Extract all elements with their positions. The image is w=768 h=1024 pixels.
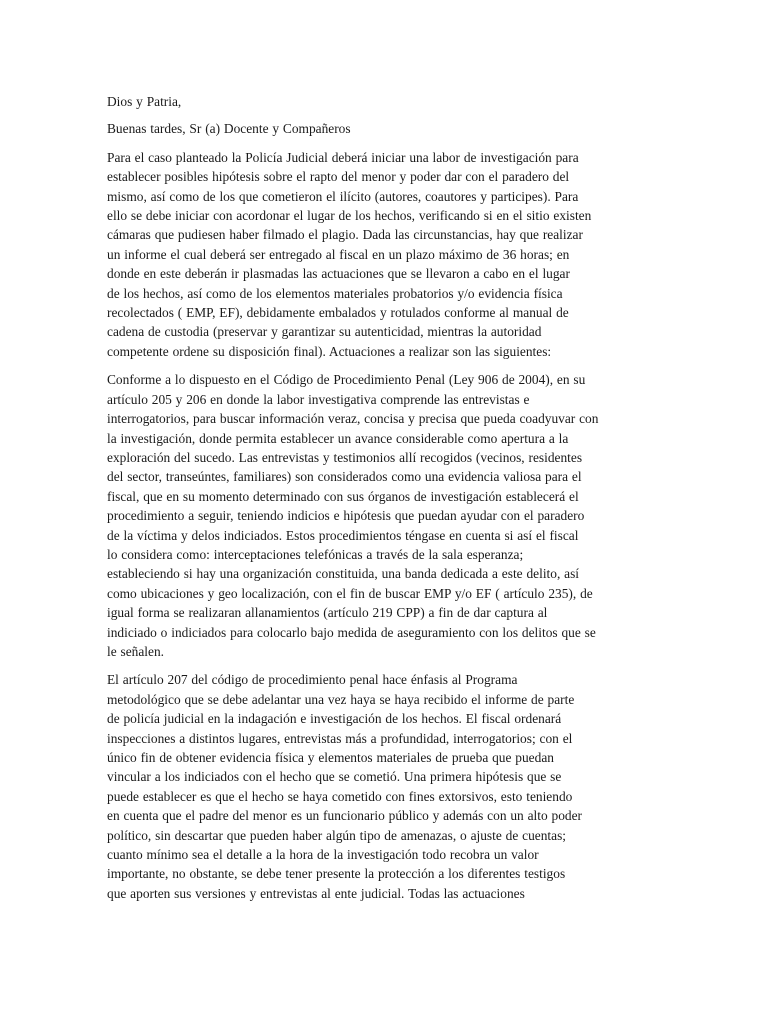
text-line: del sector, transeúntes, familiares) son considerados como una evidencia valiosa para el (107, 469, 582, 485)
text-line: recolectados ( EMP, EF), debidamente embalados y rotulados conforme al manual de (107, 305, 569, 321)
text-line: le señalen. (107, 643, 165, 659)
text-line: El artículo 207 del código de procedimiento penal hace énfasis al Programa (107, 672, 518, 688)
text-line: estableciendo si hay una organización constituida, una banda dedicada a este delito, así (107, 566, 580, 582)
text-line: igual forma se realizaran allanamientos (artículo 219 CPP) a fin de dar captura al (107, 605, 548, 621)
text-line: establecer posibles hipótesis sobre el rapto del menor y poder dar con el paradero del (107, 169, 570, 185)
greeting (107, 92, 668, 111)
greeting-line: Dios y Patria, (107, 94, 182, 109)
text-line: un informe el cual deberá ser entregado al fiscal en un plazo máximo de 36 horas; en (107, 246, 570, 262)
text-line: vincular a los indiciados con el hecho que se cometió. Una primera hipótesis que se (107, 769, 562, 785)
text-line: cadena de custodia (preservar y garantizar su autenticidad, mientras la autoridad (107, 324, 542, 340)
text-line: político, sin descartar que pueden haber algún tipo de amenazas, o ajuste de cuentas; (107, 827, 567, 843)
text-line: lo considera como: interceptaciones telefónicas a través de la sala esperanza; (107, 546, 524, 562)
text-line: que aporten sus versiones y entrevistas al ente judicial. Todas las actuaciones (107, 885, 525, 901)
paragraph-1 (107, 148, 668, 361)
text-line: cámaras que pudiesen haber filmado el plagio. Dada las circunstancias, hay que realizar (107, 227, 583, 243)
text-line: indiciado o indiciados para colocarlo bajo medida de aseguramiento con los delitos que se (107, 624, 596, 640)
text-line: Para el caso planteado la Policía Judicial deberá iniciar una labor de investigación para (107, 149, 579, 165)
text-line: de la víctima y delos indiciados. Estos procedimientos téngase en cuenta si así el fiscal (107, 527, 579, 543)
text-line: procedimiento a seguir, teniendo indicios e hipótesis que puedan ayudar con el paradero (107, 508, 585, 524)
text-line: de policía judicial en la indagación e investigación de los hechos. El fiscal ordenará (107, 711, 562, 727)
text-line: importante, no obstante, se debe tener presente la protección a los diferentes testigos (107, 866, 566, 882)
text-line: Conforme a lo dispuesto en el Código de Procedimiento Penal (Ley 906 de 2004), en su (107, 372, 586, 388)
text-line: la investigación, donde permita establecer un avance considerable como apertura a la (107, 430, 569, 446)
salutation-line: Buenas tardes, Sr (a) Docente y Compañeros (107, 121, 351, 137)
text-line: artículo 205 y 206 en donde la labor investigativa comprende las entrevistas e (107, 391, 530, 407)
text-line: interrogatorios, para buscar información veraz, concisa y precisa que pueda coadyuvar con (107, 411, 599, 427)
text-line: ello se debe iniciar con acordonar el lugar de los hechos, verificando si en el sitio existen (107, 208, 592, 224)
text-line: inspecciones a distintos lugares, entrevistas más a profundidad, interrogatorios; con el (107, 730, 573, 746)
salutation (107, 119, 668, 138)
text-line: puede establecer es que el hecho se haya cometido con fines extorsivos, esto teniendo (107, 788, 573, 804)
text-line: como ubicaciones y geo localización, con el fin de buscar EMP y/o EF ( artículo 235), de (107, 585, 593, 601)
text-line: donde en este deberán ir plasmadas las actuaciones que se llevaron a cabo en el lugar (107, 266, 570, 282)
text-line: competente ordene su disposición final). Actuaciones a realizar son las siguientes: (107, 343, 552, 359)
paragraph-3 (107, 670, 668, 903)
text-line: único fin de obtener evidencia física y elementos materiales de prueba que puedan (107, 750, 554, 765)
text-line: exploración del sucedo. Las entrevistas y testimonios allí recogidos (vecinos, residentes (107, 449, 583, 465)
text-line: metodológico que se debe adelantar una vez haya se haya recibido el informe de parte (107, 691, 575, 707)
text-line: cuanto mínimo sea el detalle a la hora de la investigación todo recobra un valor (107, 847, 539, 863)
paragraph-2 (107, 370, 668, 661)
text-line: fiscal, que en su momento determinado con sus órganos de investigación establecerá el (107, 488, 579, 504)
text-line: en cuenta que el padre del menor es un funcionario público y además con un alto poder (107, 808, 583, 824)
text-line: de los hechos, así como de los elementos materiales probatorios y/o evidencia física (107, 285, 563, 301)
text-line: mismo, así como de los que cometieron el ilícito (autores, coautores y participes). Para (107, 188, 579, 204)
